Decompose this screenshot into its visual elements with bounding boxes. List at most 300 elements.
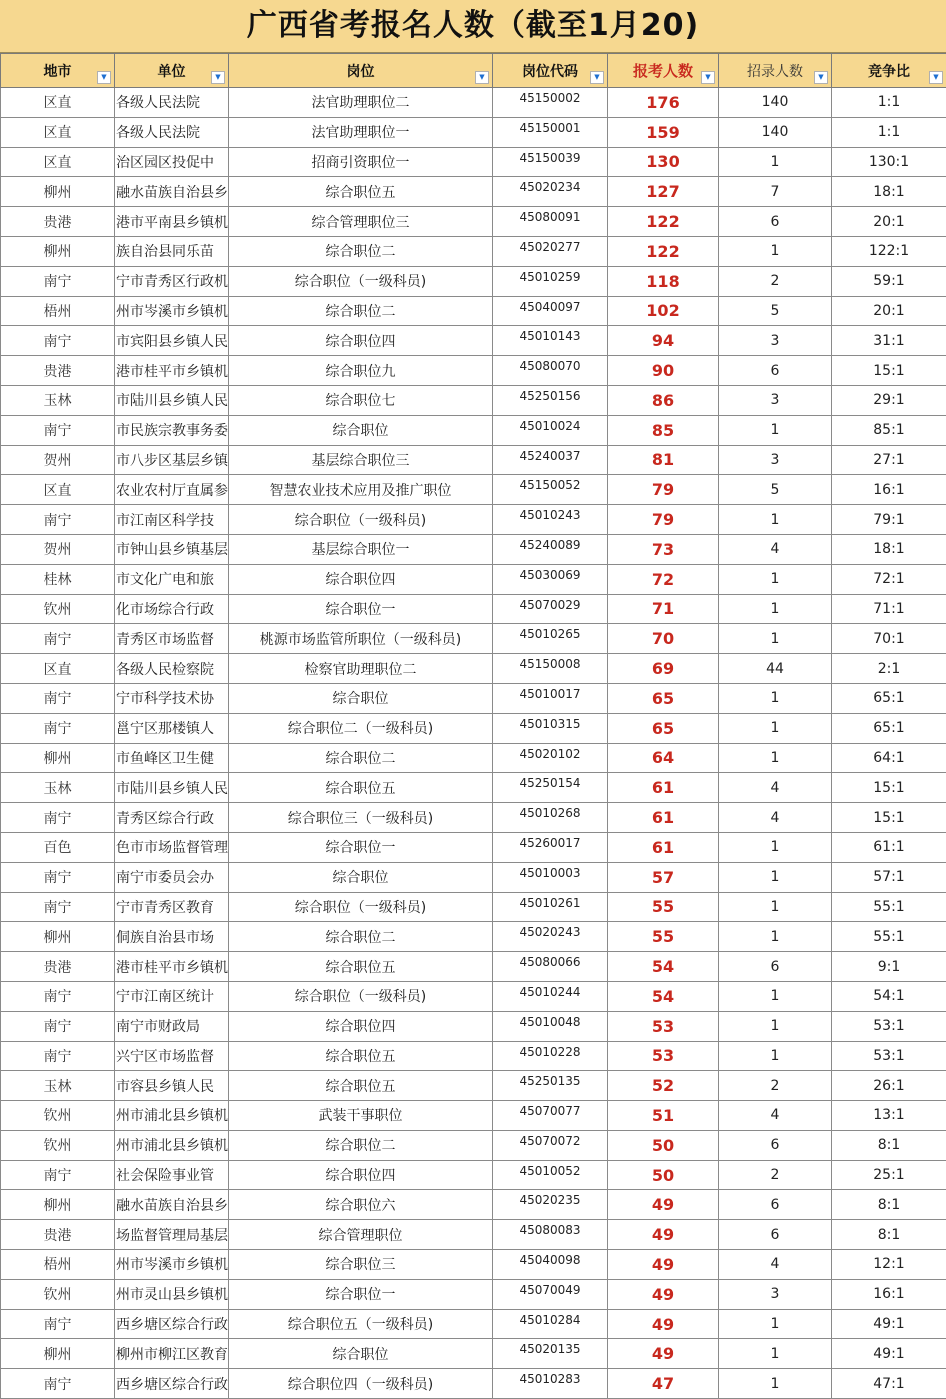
- unit-cell[interactable]: 治区园区投促中: [115, 147, 229, 177]
- hires-cell[interactable]: 1: [719, 1339, 832, 1369]
- region-cell[interactable]: 钦州: [1, 1130, 115, 1160]
- region-cell[interactable]: 贵港: [1, 1220, 115, 1250]
- position-cell[interactable]: 综合职位二: [229, 296, 493, 326]
- unit-cell[interactable]: 宁市科学技术协: [115, 683, 229, 713]
- region-cell[interactable]: 钦州: [1, 594, 115, 624]
- position-cell[interactable]: 基层综合职位一: [229, 534, 493, 564]
- applicants-cell[interactable]: 94: [608, 326, 719, 356]
- applicants-cell[interactable]: 53: [608, 1041, 719, 1071]
- applicants-cell[interactable]: 118: [608, 266, 719, 296]
- applicants-cell[interactable]: 61: [608, 773, 719, 803]
- ratio-cell[interactable]: 61:1: [832, 832, 946, 862]
- applicants-cell[interactable]: 69: [608, 654, 719, 684]
- applicants-cell[interactable]: 176: [608, 88, 719, 118]
- position-cell[interactable]: 综合职位四: [229, 564, 493, 594]
- code-cell[interactable]: 45250135: [493, 1071, 608, 1101]
- applicants-cell[interactable]: 72: [608, 564, 719, 594]
- hires-cell[interactable]: 1: [719, 236, 832, 266]
- position-cell[interactable]: 法官助理职位二: [229, 88, 493, 118]
- ratio-cell[interactable]: 2:1: [832, 654, 946, 684]
- hires-cell[interactable]: 1: [719, 683, 832, 713]
- applicants-cell[interactable]: 73: [608, 534, 719, 564]
- hires-cell[interactable]: 3: [719, 1279, 832, 1309]
- unit-cell[interactable]: 化市场综合行政: [115, 594, 229, 624]
- code-cell[interactable]: 45080091: [493, 207, 608, 237]
- hires-cell[interactable]: 3: [719, 326, 832, 356]
- hires-cell[interactable]: 140: [719, 117, 832, 147]
- applicants-cell[interactable]: 61: [608, 832, 719, 862]
- region-cell[interactable]: 柳州: [1, 1339, 115, 1369]
- position-cell[interactable]: 武装干事职位: [229, 1101, 493, 1131]
- filter-dropdown-icon[interactable]: ▼: [475, 71, 489, 84]
- applicants-cell[interactable]: 49: [608, 1220, 719, 1250]
- code-cell[interactable]: 45150002: [493, 88, 608, 118]
- region-cell[interactable]: 玉林: [1, 385, 115, 415]
- unit-cell[interactable]: 邕宁区那楼镇人: [115, 713, 229, 743]
- code-cell[interactable]: 45020235: [493, 1190, 608, 1220]
- position-cell[interactable]: 综合职位四（一级科员): [229, 1369, 493, 1399]
- code-cell[interactable]: 45150039: [493, 147, 608, 177]
- position-cell[interactable]: 综合职位: [229, 415, 493, 445]
- ratio-cell[interactable]: 15:1: [832, 356, 946, 386]
- hires-cell[interactable]: 1: [719, 713, 832, 743]
- unit-cell[interactable]: 州市灵山县乡镇机: [115, 1279, 229, 1309]
- unit-cell[interactable]: 市鱼峰区卫生健: [115, 743, 229, 773]
- code-cell[interactable]: 45040097: [493, 296, 608, 326]
- position-cell[interactable]: 综合职位一: [229, 1279, 493, 1309]
- position-cell[interactable]: 综合职位六: [229, 1190, 493, 1220]
- region-cell[interactable]: 玉林: [1, 773, 115, 803]
- unit-cell[interactable]: 族自治县同乐苗: [115, 236, 229, 266]
- applicants-cell[interactable]: 130: [608, 147, 719, 177]
- ratio-cell[interactable]: 65:1: [832, 713, 946, 743]
- position-cell[interactable]: 综合职位: [229, 862, 493, 892]
- ratio-cell[interactable]: 85:1: [832, 415, 946, 445]
- ratio-cell[interactable]: 55:1: [832, 892, 946, 922]
- code-cell[interactable]: 45080066: [493, 952, 608, 982]
- code-cell[interactable]: 45010052: [493, 1160, 608, 1190]
- ratio-cell[interactable]: 79:1: [832, 505, 946, 535]
- ratio-cell[interactable]: 53:1: [832, 1041, 946, 1071]
- ratio-cell[interactable]: 18:1: [832, 177, 946, 207]
- hires-cell[interactable]: 4: [719, 803, 832, 833]
- hires-cell[interactable]: 6: [719, 1190, 832, 1220]
- hires-cell[interactable]: 2: [719, 1160, 832, 1190]
- position-cell[interactable]: 综合职位四: [229, 1160, 493, 1190]
- region-cell[interactable]: 柳州: [1, 177, 115, 207]
- filter-dropdown-icon[interactable]: ▼: [211, 71, 225, 84]
- filter-dropdown-icon[interactable]: ▼: [929, 71, 943, 84]
- hires-cell[interactable]: 5: [719, 296, 832, 326]
- hires-cell[interactable]: 6: [719, 207, 832, 237]
- region-cell[interactable]: 南宁: [1, 266, 115, 296]
- ratio-cell[interactable]: 31:1: [832, 326, 946, 356]
- code-cell[interactable]: 45070049: [493, 1279, 608, 1309]
- region-cell[interactable]: 梧州: [1, 296, 115, 326]
- hires-cell[interactable]: 1: [719, 1041, 832, 1071]
- hires-cell[interactable]: 6: [719, 952, 832, 982]
- filter-dropdown-icon[interactable]: ▼: [701, 71, 715, 84]
- region-cell[interactable]: 南宁: [1, 892, 115, 922]
- hires-cell[interactable]: 1: [719, 1369, 832, 1399]
- region-cell[interactable]: 南宁: [1, 415, 115, 445]
- code-cell[interactable]: 45010024: [493, 415, 608, 445]
- ratio-cell[interactable]: 29:1: [832, 385, 946, 415]
- hires-cell[interactable]: 1: [719, 1011, 832, 1041]
- ratio-cell[interactable]: 8:1: [832, 1130, 946, 1160]
- position-cell[interactable]: 综合职位二: [229, 743, 493, 773]
- position-cell[interactable]: 智慧农业技术应用及推广职位: [229, 475, 493, 505]
- unit-cell[interactable]: 柳州市柳江区教育: [115, 1339, 229, 1369]
- hires-cell[interactable]: 2: [719, 1071, 832, 1101]
- ratio-cell[interactable]: 59:1: [832, 266, 946, 296]
- position-cell[interactable]: 基层综合职位三: [229, 445, 493, 475]
- code-cell[interactable]: 45150052: [493, 475, 608, 505]
- hires-cell[interactable]: 6: [719, 1130, 832, 1160]
- region-cell[interactable]: 南宁: [1, 1309, 115, 1339]
- hires-cell[interactable]: 1: [719, 505, 832, 535]
- code-cell[interactable]: 45010315: [493, 713, 608, 743]
- region-cell[interactable]: 区直: [1, 654, 115, 684]
- code-cell[interactable]: 45250156: [493, 385, 608, 415]
- applicants-cell[interactable]: 65: [608, 683, 719, 713]
- position-cell[interactable]: 综合职位七: [229, 385, 493, 415]
- region-cell[interactable]: 区直: [1, 147, 115, 177]
- code-cell[interactable]: 45010048: [493, 1011, 608, 1041]
- ratio-cell[interactable]: 49:1: [832, 1309, 946, 1339]
- applicants-cell[interactable]: 50: [608, 1130, 719, 1160]
- code-cell[interactable]: 45250154: [493, 773, 608, 803]
- unit-cell[interactable]: 西乡塘区综合行政: [115, 1369, 229, 1399]
- code-cell[interactable]: 45010143: [493, 326, 608, 356]
- hires-cell[interactable]: 1: [719, 832, 832, 862]
- applicants-cell[interactable]: 90: [608, 356, 719, 386]
- region-cell[interactable]: 区直: [1, 88, 115, 118]
- applicants-cell[interactable]: 61: [608, 803, 719, 833]
- applicants-cell[interactable]: 50: [608, 1160, 719, 1190]
- position-cell[interactable]: 综合职位四: [229, 1011, 493, 1041]
- unit-cell[interactable]: 青秀区市场监督: [115, 624, 229, 654]
- unit-cell[interactable]: 西乡塘区综合行政: [115, 1309, 229, 1339]
- code-cell[interactable]: 45020135: [493, 1339, 608, 1369]
- ratio-cell[interactable]: 8:1: [832, 1220, 946, 1250]
- applicants-cell[interactable]: 159: [608, 117, 719, 147]
- applicants-cell[interactable]: 122: [608, 207, 719, 237]
- code-cell[interactable]: 45010268: [493, 803, 608, 833]
- applicants-cell[interactable]: 55: [608, 922, 719, 952]
- unit-cell[interactable]: 市陆川县乡镇人民: [115, 385, 229, 415]
- position-cell[interactable]: 综合职位一: [229, 594, 493, 624]
- applicants-cell[interactable]: 85: [608, 415, 719, 445]
- position-cell[interactable]: 综合职位一: [229, 832, 493, 862]
- ratio-cell[interactable]: 57:1: [832, 862, 946, 892]
- applicants-cell[interactable]: 55: [608, 892, 719, 922]
- unit-cell[interactable]: 各级人民法院: [115, 88, 229, 118]
- position-cell[interactable]: 综合职位三（一级科员): [229, 803, 493, 833]
- position-cell[interactable]: 综合职位四: [229, 326, 493, 356]
- unit-cell[interactable]: 港市平南县乡镇机: [115, 207, 229, 237]
- ratio-cell[interactable]: 130:1: [832, 147, 946, 177]
- region-cell[interactable]: 南宁: [1, 505, 115, 535]
- code-cell[interactable]: 45240089: [493, 534, 608, 564]
- ratio-cell[interactable]: 54:1: [832, 981, 946, 1011]
- region-cell[interactable]: 柳州: [1, 743, 115, 773]
- code-cell[interactable]: 45010283: [493, 1369, 608, 1399]
- applicants-cell[interactable]: 51: [608, 1101, 719, 1131]
- region-cell[interactable]: 南宁: [1, 1041, 115, 1071]
- applicants-cell[interactable]: 70: [608, 624, 719, 654]
- hires-cell[interactable]: 1: [719, 743, 832, 773]
- code-cell[interactable]: 45070072: [493, 1130, 608, 1160]
- region-cell[interactable]: 南宁: [1, 713, 115, 743]
- ratio-cell[interactable]: 16:1: [832, 475, 946, 505]
- region-cell[interactable]: 南宁: [1, 1011, 115, 1041]
- region-cell[interactable]: 南宁: [1, 1160, 115, 1190]
- unit-cell[interactable]: 宁市青秀区行政机: [115, 266, 229, 296]
- ratio-cell[interactable]: 9:1: [832, 952, 946, 982]
- ratio-cell[interactable]: 20:1: [832, 207, 946, 237]
- position-cell[interactable]: 综合职位五: [229, 1041, 493, 1071]
- position-cell[interactable]: 综合管理职位: [229, 1220, 493, 1250]
- hires-cell[interactable]: 140: [719, 88, 832, 118]
- unit-cell[interactable]: 侗族自治县市场: [115, 922, 229, 952]
- hires-cell[interactable]: 3: [719, 445, 832, 475]
- code-cell[interactable]: 45020277: [493, 236, 608, 266]
- unit-cell[interactable]: 兴宁区市场监督: [115, 1041, 229, 1071]
- position-cell[interactable]: 综合职位九: [229, 356, 493, 386]
- unit-cell[interactable]: 港市桂平市乡镇机: [115, 356, 229, 386]
- hires-cell[interactable]: 1: [719, 1309, 832, 1339]
- ratio-cell[interactable]: 49:1: [832, 1339, 946, 1369]
- ratio-cell[interactable]: 122:1: [832, 236, 946, 266]
- code-cell[interactable]: 45260017: [493, 832, 608, 862]
- applicants-cell[interactable]: 53: [608, 1011, 719, 1041]
- code-cell[interactable]: 45070029: [493, 594, 608, 624]
- ratio-cell[interactable]: 13:1: [832, 1101, 946, 1131]
- position-cell[interactable]: 综合职位二（一级科员): [229, 713, 493, 743]
- ratio-cell[interactable]: 15:1: [832, 803, 946, 833]
- hires-cell[interactable]: 3: [719, 385, 832, 415]
- region-cell[interactable]: 南宁: [1, 862, 115, 892]
- unit-cell[interactable]: 农业农村厅直属参: [115, 475, 229, 505]
- region-cell[interactable]: 钦州: [1, 1279, 115, 1309]
- position-cell[interactable]: 综合职位（一级科员): [229, 505, 493, 535]
- position-cell[interactable]: 综合职位: [229, 1339, 493, 1369]
- ratio-cell[interactable]: 55:1: [832, 922, 946, 952]
- region-cell[interactable]: 桂林: [1, 564, 115, 594]
- applicants-cell[interactable]: 79: [608, 475, 719, 505]
- region-cell[interactable]: 南宁: [1, 1369, 115, 1399]
- code-cell[interactable]: 45010259: [493, 266, 608, 296]
- unit-cell[interactable]: 市八步区基层乡镇: [115, 445, 229, 475]
- applicants-cell[interactable]: 49: [608, 1339, 719, 1369]
- region-cell[interactable]: 钦州: [1, 1101, 115, 1131]
- code-cell[interactable]: 45010017: [493, 683, 608, 713]
- applicants-cell[interactable]: 49: [608, 1190, 719, 1220]
- hires-cell[interactable]: 44: [719, 654, 832, 684]
- applicants-cell[interactable]: 86: [608, 385, 719, 415]
- position-cell[interactable]: 综合职位五: [229, 177, 493, 207]
- unit-cell[interactable]: 南宁市委员会办: [115, 862, 229, 892]
- ratio-cell[interactable]: 12:1: [832, 1250, 946, 1280]
- applicants-cell[interactable]: 49: [608, 1279, 719, 1309]
- code-cell[interactable]: 45010284: [493, 1309, 608, 1339]
- region-cell[interactable]: 南宁: [1, 803, 115, 833]
- ratio-cell[interactable]: 26:1: [832, 1071, 946, 1101]
- filter-dropdown-icon[interactable]: ▼: [814, 71, 828, 84]
- applicants-cell[interactable]: 52: [608, 1071, 719, 1101]
- code-cell[interactable]: 45010243: [493, 505, 608, 535]
- unit-cell[interactable]: 南宁市财政局: [115, 1011, 229, 1041]
- hires-cell[interactable]: 1: [719, 415, 832, 445]
- hires-cell[interactable]: 1: [719, 594, 832, 624]
- position-cell[interactable]: 综合职位二: [229, 1130, 493, 1160]
- code-cell[interactable]: 45010003: [493, 862, 608, 892]
- ratio-cell[interactable]: 1:1: [832, 88, 946, 118]
- code-cell[interactable]: 45080083: [493, 1220, 608, 1250]
- filter-dropdown-icon[interactable]: ▼: [590, 71, 604, 84]
- applicants-cell[interactable]: 65: [608, 713, 719, 743]
- region-cell[interactable]: 区直: [1, 475, 115, 505]
- ratio-cell[interactable]: 27:1: [832, 445, 946, 475]
- ratio-cell[interactable]: 64:1: [832, 743, 946, 773]
- unit-cell[interactable]: 市文化广电和旅: [115, 564, 229, 594]
- applicants-cell[interactable]: 64: [608, 743, 719, 773]
- position-cell[interactable]: 检察官助理职位二: [229, 654, 493, 684]
- code-cell[interactable]: 45010265: [493, 624, 608, 654]
- hires-cell[interactable]: 1: [719, 564, 832, 594]
- ratio-cell[interactable]: 71:1: [832, 594, 946, 624]
- code-cell[interactable]: 45010244: [493, 981, 608, 1011]
- ratio-cell[interactable]: 65:1: [832, 683, 946, 713]
- unit-cell[interactable]: 青秀区综合行政: [115, 803, 229, 833]
- code-cell[interactable]: 45240037: [493, 445, 608, 475]
- ratio-cell[interactable]: 25:1: [832, 1160, 946, 1190]
- position-cell[interactable]: 综合职位（一级科员): [229, 266, 493, 296]
- hires-cell[interactable]: 7: [719, 177, 832, 207]
- applicants-cell[interactable]: 71: [608, 594, 719, 624]
- code-cell[interactable]: 45080070: [493, 356, 608, 386]
- hires-cell[interactable]: 5: [719, 475, 832, 505]
- unit-cell[interactable]: 色市市场监督管理: [115, 832, 229, 862]
- unit-cell[interactable]: 市宾阳县乡镇人民: [115, 326, 229, 356]
- applicants-cell[interactable]: 54: [608, 981, 719, 1011]
- code-cell[interactable]: 45020243: [493, 922, 608, 952]
- unit-cell[interactable]: 市江南区科学技: [115, 505, 229, 535]
- code-cell[interactable]: 45010228: [493, 1041, 608, 1071]
- ratio-cell[interactable]: 20:1: [832, 296, 946, 326]
- applicants-cell[interactable]: 54: [608, 952, 719, 982]
- ratio-cell[interactable]: 1:1: [832, 117, 946, 147]
- code-cell[interactable]: 45030069: [493, 564, 608, 594]
- position-cell[interactable]: 综合职位三: [229, 1250, 493, 1280]
- hires-cell[interactable]: 4: [719, 773, 832, 803]
- position-cell[interactable]: 综合职位五: [229, 952, 493, 982]
- hires-cell[interactable]: 2: [719, 266, 832, 296]
- ratio-cell[interactable]: 16:1: [832, 1279, 946, 1309]
- code-cell[interactable]: 45010261: [493, 892, 608, 922]
- hires-cell[interactable]: 1: [719, 862, 832, 892]
- hires-cell[interactable]: 4: [719, 1250, 832, 1280]
- hires-cell[interactable]: 4: [719, 534, 832, 564]
- unit-cell[interactable]: 融水苗族自治县乡: [115, 177, 229, 207]
- hires-cell[interactable]: 4: [719, 1101, 832, 1131]
- ratio-cell[interactable]: 8:1: [832, 1190, 946, 1220]
- position-cell[interactable]: 综合职位五: [229, 773, 493, 803]
- region-cell[interactable]: 贺州: [1, 445, 115, 475]
- position-cell[interactable]: 综合职位五: [229, 1071, 493, 1101]
- position-cell[interactable]: 招商引资职位一: [229, 147, 493, 177]
- position-cell[interactable]: 综合职位二: [229, 236, 493, 266]
- position-cell[interactable]: 法官助理职位一: [229, 117, 493, 147]
- applicants-cell[interactable]: 49: [608, 1250, 719, 1280]
- unit-cell[interactable]: 各级人民法院: [115, 117, 229, 147]
- region-cell[interactable]: 贵港: [1, 207, 115, 237]
- position-cell[interactable]: 桃源市场监管所职位（一级科员): [229, 624, 493, 654]
- unit-cell[interactable]: 市陆川县乡镇人民: [115, 773, 229, 803]
- region-cell[interactable]: 南宁: [1, 981, 115, 1011]
- code-cell[interactable]: 45020102: [493, 743, 608, 773]
- unit-cell[interactable]: 社会保险事业管: [115, 1160, 229, 1190]
- applicants-cell[interactable]: 127: [608, 177, 719, 207]
- unit-cell[interactable]: 市容县乡镇人民: [115, 1071, 229, 1101]
- position-cell[interactable]: 综合职位: [229, 683, 493, 713]
- hires-cell[interactable]: 1: [719, 624, 832, 654]
- region-cell[interactable]: 南宁: [1, 683, 115, 713]
- hires-cell[interactable]: 1: [719, 147, 832, 177]
- position-cell[interactable]: 综合职位二: [229, 922, 493, 952]
- region-cell[interactable]: 南宁: [1, 326, 115, 356]
- region-cell[interactable]: 贵港: [1, 952, 115, 982]
- ratio-cell[interactable]: 18:1: [832, 534, 946, 564]
- unit-cell[interactable]: 州市岑溪市乡镇机: [115, 1250, 229, 1280]
- region-cell[interactable]: 区直: [1, 117, 115, 147]
- applicants-cell[interactable]: 79: [608, 505, 719, 535]
- applicants-cell[interactable]: 47: [608, 1369, 719, 1399]
- applicants-cell[interactable]: 102: [608, 296, 719, 326]
- applicants-cell[interactable]: 49: [608, 1309, 719, 1339]
- code-cell[interactable]: 45150001: [493, 117, 608, 147]
- applicants-cell[interactable]: 122: [608, 236, 719, 266]
- unit-cell[interactable]: 各级人民检察院: [115, 654, 229, 684]
- hires-cell[interactable]: 1: [719, 892, 832, 922]
- region-cell[interactable]: 柳州: [1, 1190, 115, 1220]
- region-cell[interactable]: 梧州: [1, 1250, 115, 1280]
- unit-cell[interactable]: 市民族宗教事务委: [115, 415, 229, 445]
- unit-cell[interactable]: 州市浦北县乡镇机: [115, 1130, 229, 1160]
- hires-cell[interactable]: 1: [719, 922, 832, 952]
- unit-cell[interactable]: 州市浦北县乡镇机: [115, 1101, 229, 1131]
- applicants-cell[interactable]: 57: [608, 862, 719, 892]
- code-cell[interactable]: 45070077: [493, 1101, 608, 1131]
- unit-cell[interactable]: 市钟山县乡镇基层: [115, 534, 229, 564]
- position-cell[interactable]: 综合职位五（一级科员): [229, 1309, 493, 1339]
- hires-cell[interactable]: 1: [719, 981, 832, 1011]
- ratio-cell[interactable]: 70:1: [832, 624, 946, 654]
- unit-cell[interactable]: 宁市江南区统计: [115, 981, 229, 1011]
- hires-cell[interactable]: 6: [719, 356, 832, 386]
- ratio-cell[interactable]: 53:1: [832, 1011, 946, 1041]
- position-cell[interactable]: 综合职位（一级科员): [229, 981, 493, 1011]
- region-cell[interactable]: 贵港: [1, 356, 115, 386]
- ratio-cell[interactable]: 47:1: [832, 1369, 946, 1399]
- code-cell[interactable]: 45040098: [493, 1250, 608, 1280]
- code-cell[interactable]: 45150008: [493, 654, 608, 684]
- code-cell[interactable]: 45020234: [493, 177, 608, 207]
- unit-cell[interactable]: 州市岑溪市乡镇机: [115, 296, 229, 326]
- position-cell[interactable]: 综合职位（一级科员): [229, 892, 493, 922]
- unit-cell[interactable]: 港市桂平市乡镇机: [115, 952, 229, 982]
